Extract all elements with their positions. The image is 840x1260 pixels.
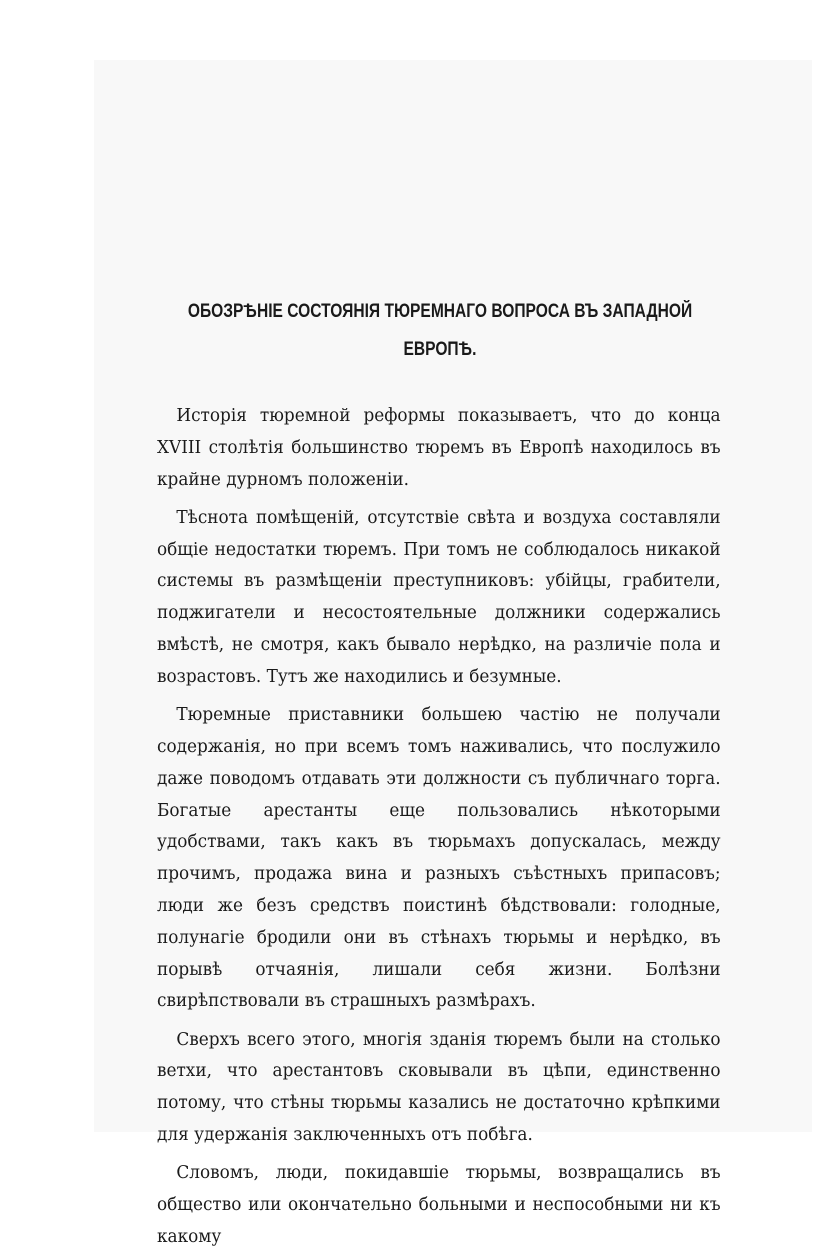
body-text <box>157 401 738 1260</box>
paragraph-2: Тѣснота помѣщеній, отсутствіе свѣта и воздуха составляли общіе недостатки тюремъ. При томъ не соблюдалось никакой системы въ размѣщеніи преступниковъ: убійцы, грабители, поджигатели и несостоятельные должники содержались вмѣстѣ, не смотря, какъ бывало нерѣдко, на различіе пола и возрастовъ. Тутъ же находились и безумные. <box>157 507 721 687</box>
paragraph-5: Словомъ, люди, покидавшіе тюрьмы, возвращались въ общество или окончательно больными и неспособными ни къ какому <box>157 1163 721 1247</box>
paragraph-4: Сверхъ всего этого, многія зданія тюремъ были на столько ветхи, что арестантовъ сковывали въ цѣпи, единственно потому, что стѣны тюрьмы казались не достаточно крѣпкими для удержанія заключенныхъ отъ побѣга. <box>157 1029 721 1146</box>
paragraph-1: Исторія тюремной реформы показываетъ, что до конца XVIII столѣтія большинство тюремъ въ Европѣ находилось въ крайне дурномъ положеніи. <box>157 406 721 490</box>
page-title-line-2: ЕВРОПѢ. <box>403 339 477 360</box>
paragraph-3: Тюремные приставники большею частію не получали содержанія, но при всемъ томъ наживались, что послужило даже поводомъ отдавать эти должности съ публичнаго торга. Богатые арестанты еще пользовались нѣкоторыми удобствами, такъ какъ въ тюрьмахъ допускалась, между прочимъ, продажа вина и разныхъ съѣстныхъ припасовъ; люди же безъ средствъ поистинѣ бѣдствовали: голодные, полунагіе бродили они въ стѣнахъ тюрьмы и нерѣдко, въ порывѣ отчаянія, лишали себя жизни. Болѣзни свирѣпствовали въ страшныхъ размѣрахъ. <box>157 705 721 1012</box>
page-title-line-1: ОБОЗРѢНІЕ СОСТОЯНІЯ ТЮРЕМНАГО ВОПРОСА ВЪ ЗАПАДНОЙ <box>187 301 693 322</box>
